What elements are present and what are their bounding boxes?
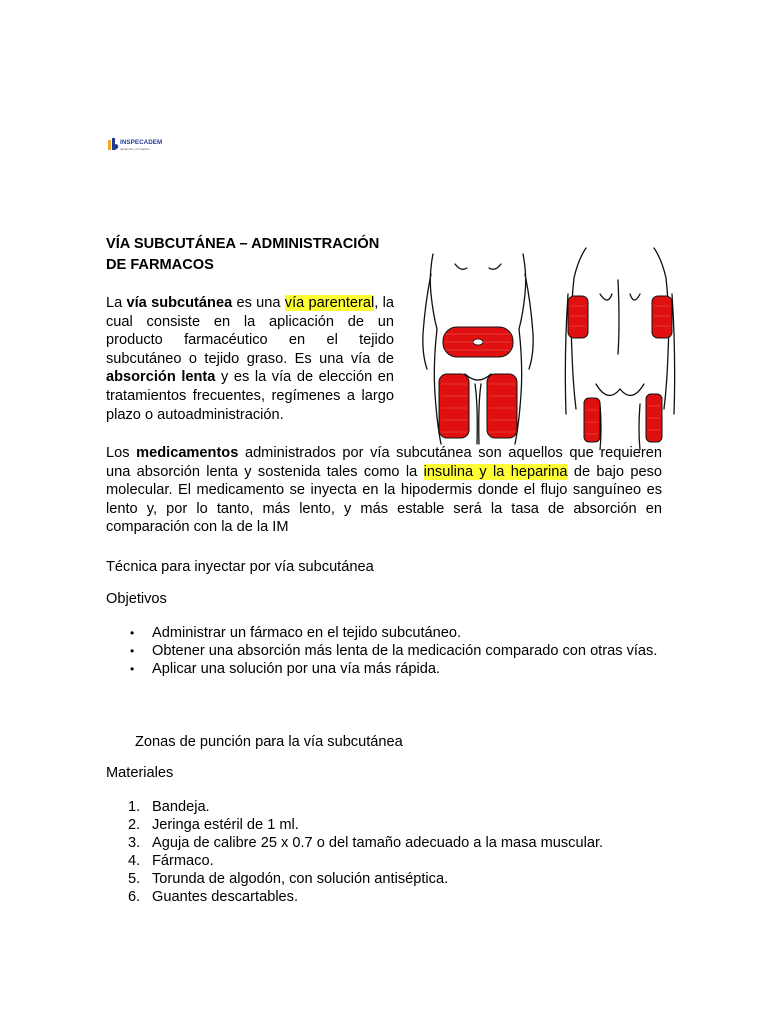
list-number: 3. [128, 835, 141, 851]
list-item [106, 870, 662, 888]
list-number: 4. [128, 853, 141, 869]
list-number: 5. [128, 871, 141, 887]
logo-tagline: desarrollo y formación [120, 147, 150, 151]
list-item: • Aplicar una solución por una vía más rápida. [106, 660, 662, 678]
para1-bold-via-subcutanea: vía subcutánea [126, 295, 233, 311]
para1-text-3: , la cual consiste en la aplicación de un producto farmacéutico en el tejido subcutáneo o tejido graso. Es una vía de [106, 295, 394, 367]
list-item-text: Bandeja. [152, 799, 210, 815]
medicamentos-paragraph [106, 444, 662, 537]
list-item-text: Fármaco. [152, 853, 214, 869]
list-item [106, 888, 662, 906]
tecnica-heading: Técnica para inyectar por vía subcutánea [106, 559, 374, 575]
list-item [106, 816, 662, 834]
list-number: 6. [128, 889, 141, 905]
para1-highlight-via-parenteral: vía parenteral [284, 295, 375, 311]
list-item-text: Torunda de algodón, con solución antiséptica. [152, 871, 449, 887]
intro-paragraph [106, 294, 394, 424]
list-number: 2. [128, 817, 141, 833]
page-title: VÍA SUBCUTÁNEA – ADMINISTRACIÓN DE FARMACOS [106, 236, 380, 273]
list-item: • Administrar un fármaco en el tejido subcutáneo. [106, 624, 662, 642]
list-item [106, 798, 662, 816]
para2-text-1: Los [106, 445, 137, 461]
para1-text-2: es una [232, 295, 285, 311]
list-item: • Obtener una absorción más lenta de la medicación comparado con otras vías. [106, 642, 662, 660]
para2-text-3: de bajo peso molecular. El medicamento se inyecta en la hipodermis donde el flujo sanguíneo es lento y, por lo tanto, más lento, y más estable será la tasa de absorción en comparación con la de la IM [106, 463, 662, 536]
para2-text-2: administrados por vía subcutánea son aquellos que requieren una absorción lenta y sostenida tales como la [106, 445, 662, 480]
para1-text-4: y es la vía de elección en tratamientos frecuentes, regímenes a largo plazo o autoadministración. [106, 369, 394, 423]
list-item-text: Guantes descartables. [152, 889, 299, 905]
objetivos-heading: Objetivos [106, 591, 167, 607]
zonas-heading: Zonas de punción para la vía subcutánea [135, 734, 403, 750]
materiales-list [106, 798, 662, 906]
logo-mark-icon [106, 136, 120, 154]
list-item [106, 852, 662, 870]
logo-name: INSPECADEM [120, 139, 163, 146]
list-item-text: Aguja de calibre 25 x 0.7 o del tamaño adecuado a la masa muscular. [152, 835, 604, 851]
materiales-heading: Materiales [106, 765, 174, 781]
inspecadem-logo [106, 136, 168, 154]
objetivos-list [106, 624, 662, 678]
body-back-diagram [560, 234, 680, 450]
para2-bold-medicamentos: medicamentos [136, 445, 239, 461]
para1-bold-absorcion-lenta: absorción lenta [106, 369, 216, 386]
list-number: 1. [128, 799, 141, 815]
body-front-diagram [405, 234, 578, 450]
list-item [106, 834, 662, 852]
para2-highlight-insulina-heparina: insulina y la heparina [423, 463, 568, 480]
para1-text-1: La [106, 295, 127, 311]
list-item-text: Jeringa estéril de 1 ml. [152, 817, 299, 833]
